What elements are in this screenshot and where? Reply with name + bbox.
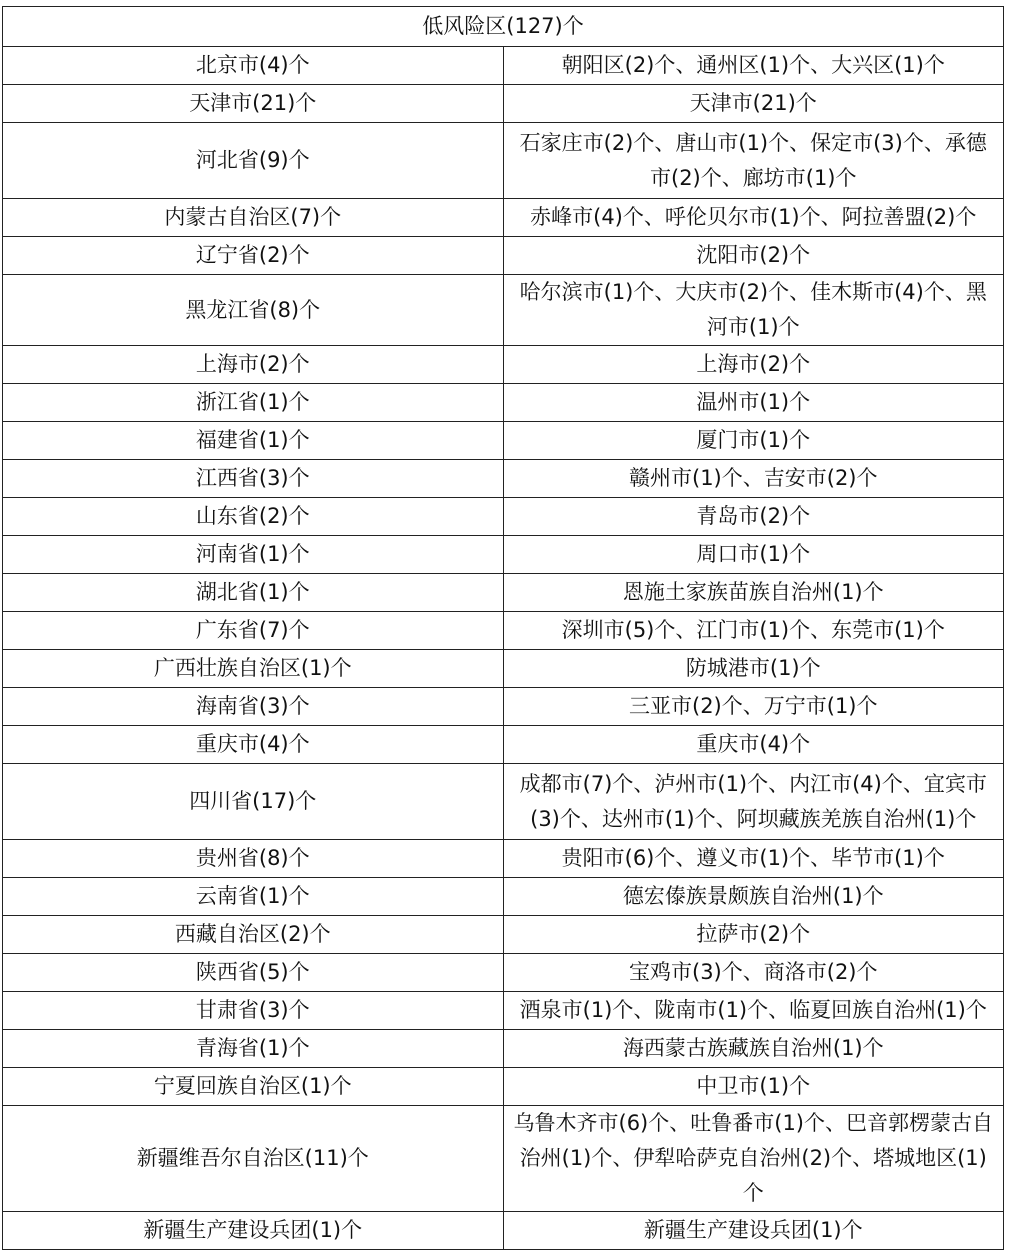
region-cell: 陕西省(5)个 (3, 954, 504, 992)
table-row (3, 840, 1004, 878)
table-row (3, 498, 1004, 536)
table-row (3, 916, 1004, 954)
areas-cell: 上海市(2)个 (503, 346, 1004, 384)
areas-cell: 乌鲁木齐市(6)个、吐鲁番市(1)个、巴音郭楞蒙古自治州(1)个、伊犁哈萨克自治州(2)个、塔城地区(1)个 (503, 1106, 1004, 1212)
areas-cell: 拉萨市(2)个 (503, 916, 1004, 954)
table-row (3, 346, 1004, 384)
areas-cell: 厦门市(1)个 (503, 422, 1004, 460)
table-row (3, 878, 1004, 916)
region-cell: 云南省(1)个 (3, 878, 504, 916)
region-cell: 山东省(2)个 (3, 498, 504, 536)
table-row (3, 1212, 1004, 1250)
table-row (3, 1106, 1004, 1212)
areas-cell: 贵阳市(6)个、遵义市(1)个、毕节市(1)个 (503, 840, 1004, 878)
region-cell: 辽宁省(2)个 (3, 237, 504, 275)
table-row (3, 85, 1004, 123)
areas-cell: 赣州市(1)个、吉安市(2)个 (503, 460, 1004, 498)
region-cell: 福建省(1)个 (3, 422, 504, 460)
region-cell: 江西省(3)个 (3, 460, 504, 498)
table-body (3, 7, 1004, 1250)
table-row (3, 1030, 1004, 1068)
areas-cell: 酒泉市(1)个、陇南市(1)个、临夏回族自治州(1)个 (503, 992, 1004, 1030)
areas-cell: 海西蒙古族藏族自治州(1)个 (503, 1030, 1004, 1068)
table-row (3, 275, 1004, 346)
table-row (3, 384, 1004, 422)
region-cell: 宁夏回族自治区(1)个 (3, 1068, 504, 1106)
table-row (3, 536, 1004, 574)
region-cell: 重庆市(4)个 (3, 726, 504, 764)
table-title-row (3, 7, 1004, 47)
region-cell: 浙江省(1)个 (3, 384, 504, 422)
table-row (3, 47, 1004, 85)
region-cell: 海南省(3)个 (3, 688, 504, 726)
areas-cell: 重庆市(4)个 (503, 726, 1004, 764)
table-row (3, 1068, 1004, 1106)
areas-cell: 赤峰市(4)个、呼伦贝尔市(1)个、阿拉善盟(2)个 (503, 199, 1004, 237)
table-row (3, 574, 1004, 612)
region-cell: 北京市(4)个 (3, 47, 504, 85)
region-cell: 河北省(9)个 (3, 123, 504, 199)
region-cell: 四川省(17)个 (3, 764, 504, 840)
areas-cell: 天津市(21)个 (503, 85, 1004, 123)
risk-area-table (2, 6, 1004, 1250)
table-row (3, 726, 1004, 764)
region-cell: 新疆生产建设兵团(1)个 (3, 1212, 504, 1250)
table-row (3, 199, 1004, 237)
areas-cell: 朝阳区(2)个、通州区(1)个、大兴区(1)个 (503, 47, 1004, 85)
table-row (3, 688, 1004, 726)
areas-cell: 周口市(1)个 (503, 536, 1004, 574)
table-row (3, 954, 1004, 992)
region-cell: 甘肃省(3)个 (3, 992, 504, 1030)
areas-cell: 石家庄市(2)个、唐山市(1)个、保定市(3)个、承德市(2)个、廊坊市(1)个 (503, 123, 1004, 199)
areas-cell: 温州市(1)个 (503, 384, 1004, 422)
table-row (3, 764, 1004, 840)
table-title: 低风险区(127)个 (3, 7, 1004, 47)
table-row (3, 422, 1004, 460)
region-cell: 青海省(1)个 (3, 1030, 504, 1068)
areas-cell: 中卫市(1)个 (503, 1068, 1004, 1106)
table-row (3, 460, 1004, 498)
region-cell: 西藏自治区(2)个 (3, 916, 504, 954)
region-cell: 河南省(1)个 (3, 536, 504, 574)
region-cell: 广西壮族自治区(1)个 (3, 650, 504, 688)
region-cell: 内蒙古自治区(7)个 (3, 199, 504, 237)
areas-cell: 深圳市(5)个、江门市(1)个、东莞市(1)个 (503, 612, 1004, 650)
areas-cell: 恩施土家族苗族自治州(1)个 (503, 574, 1004, 612)
areas-cell: 成都市(7)个、泸州市(1)个、内江市(4)个、宜宾市(3)个、达州市(1)个、阿坝藏族羌族自治州(1)个 (503, 764, 1004, 840)
region-cell: 湖北省(1)个 (3, 574, 504, 612)
areas-cell: 沈阳市(2)个 (503, 237, 1004, 275)
areas-cell: 哈尔滨市(1)个、大庆市(2)个、佳木斯市(4)个、黑河市(1)个 (503, 275, 1004, 346)
areas-cell: 宝鸡市(3)个、商洛市(2)个 (503, 954, 1004, 992)
areas-cell: 防城港市(1)个 (503, 650, 1004, 688)
areas-cell: 青岛市(2)个 (503, 498, 1004, 536)
areas-cell: 三亚市(2)个、万宁市(1)个 (503, 688, 1004, 726)
region-cell: 上海市(2)个 (3, 346, 504, 384)
region-cell: 贵州省(8)个 (3, 840, 504, 878)
table-row (3, 612, 1004, 650)
table-row (3, 650, 1004, 688)
region-cell: 天津市(21)个 (3, 85, 504, 123)
table-row (3, 237, 1004, 275)
areas-cell: 德宏傣族景颇族自治州(1)个 (503, 878, 1004, 916)
table-row (3, 992, 1004, 1030)
areas-cell: 新疆生产建设兵团(1)个 (503, 1212, 1004, 1250)
region-cell: 黑龙江省(8)个 (3, 275, 504, 346)
table-row (3, 123, 1004, 199)
region-cell: 广东省(7)个 (3, 612, 504, 650)
region-cell: 新疆维吾尔自治区(11)个 (3, 1106, 504, 1212)
